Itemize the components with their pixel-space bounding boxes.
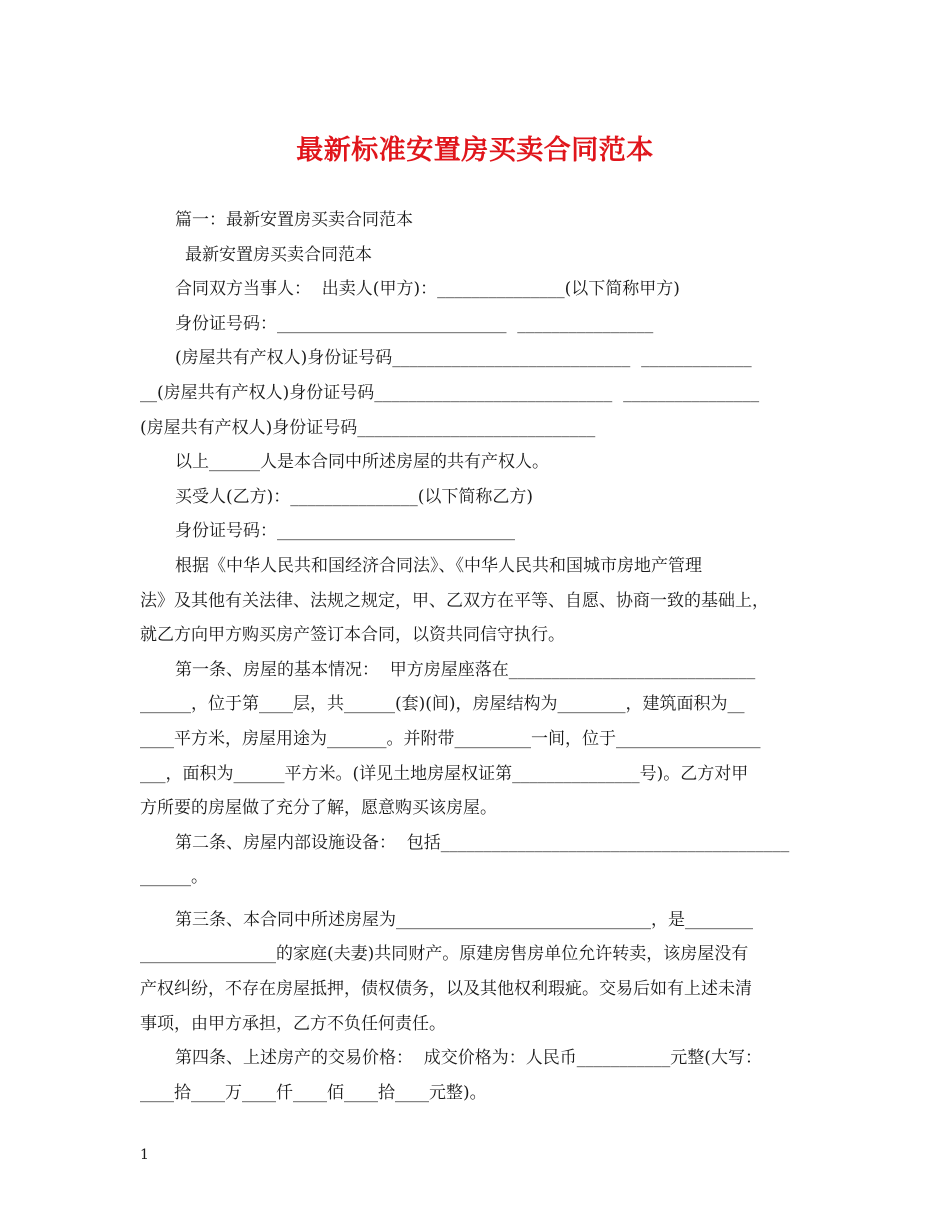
co-owner-id-line-3: (房屋共有产权人)身份证号码____________________________ <box>140 417 596 438</box>
preamble-line-2: 法》及其他有关法律、法规之规定，甲、乙双方在平等、自愿、协商一致的基础上， <box>140 590 769 611</box>
article-3-line-2: ________________的家庭(夫妻)共同财产。原建房售房单位允许转卖，该房屋没有 <box>140 944 749 965</box>
article-4-line-2: ____拾____万____仟____佰____拾____元整)。 <box>140 1082 487 1103</box>
article-1-line-2: ______，位于第____层，共______(套)(间)，房屋结构为________，建筑面积为__ <box>140 694 745 715</box>
page-title: 最新标准安置房买卖合同范本 <box>296 135 654 166</box>
article-3-line-3: 产权纠纷，不存在房屋抵押，债权债务，以及其他权利瑕疵。交易后如有上述未清 <box>140 979 752 1000</box>
section-heading: 篇一：最新安置房买卖合同范本 <box>175 210 413 230</box>
contract-body <box>140 203 815 1110</box>
seller-id-line: 身份证号码：___________________________ ________________ <box>175 313 654 334</box>
article-3-line-4: 事项，由甲方承担，乙方不负任何责任。 <box>140 1013 446 1034</box>
article-4-line-1: 第四条、上述房产的交易价格： 成交价格为：人民币___________元整(大写： <box>175 1048 762 1069</box>
buyer-id-line: 身份证号码：____________________________ <box>175 521 515 542</box>
parties-line: 合同双方当事人： 出卖人(甲方)：_______________(以下简称甲方) <box>175 279 680 300</box>
co-owner-id-line-1: (房屋共有产权人)身份证号码____________________________ _____________ <box>175 348 752 369</box>
preamble-line-3: 就乙方向甲方购买房产签订本合同，以资共同信守执行。 <box>140 625 565 646</box>
co-owner-count-line: 以上______人是本合同中所述房屋的共有产权人。 <box>175 452 549 473</box>
article-1-line-5: 方所要的房屋做了充分了解，愿意购买该房屋。 <box>140 798 497 819</box>
buyer-line: 买受人(乙方)：_______________(以下简称乙方) <box>175 486 534 507</box>
preamble-line-1: 根据《中华人民共和国经济合同法》、《中华人民共和国城市房地产管理 <box>175 555 702 576</box>
article-2-line-1: 第二条、房屋内部设施设备： 包括_________________________________________ <box>175 832 790 853</box>
co-owner-id-line-2: __(房屋共有产权人)身份证号码____________________________ ________________ <box>140 382 760 403</box>
article-1-line-3: ____平方米，房屋用途为_______。并附带_________一间，位于_________________ <box>140 728 761 749</box>
article-1-line-4: ___，面积为______平方米。(详见土地房屋权证第_______________号)。乙方对甲 <box>140 763 749 784</box>
page-number: 1 <box>140 1147 149 1163</box>
subtitle-line: 最新安置房买卖合同范本 <box>185 244 372 265</box>
article-2-line-2: ______。 <box>140 867 208 888</box>
article-3-line-1: 第三条、本合同中所述房屋为______________________________，是________ <box>175 909 753 930</box>
article-1-line-1: 第一条、房屋的基本情况： 甲方房屋座落在_____________________________ <box>175 659 756 680</box>
